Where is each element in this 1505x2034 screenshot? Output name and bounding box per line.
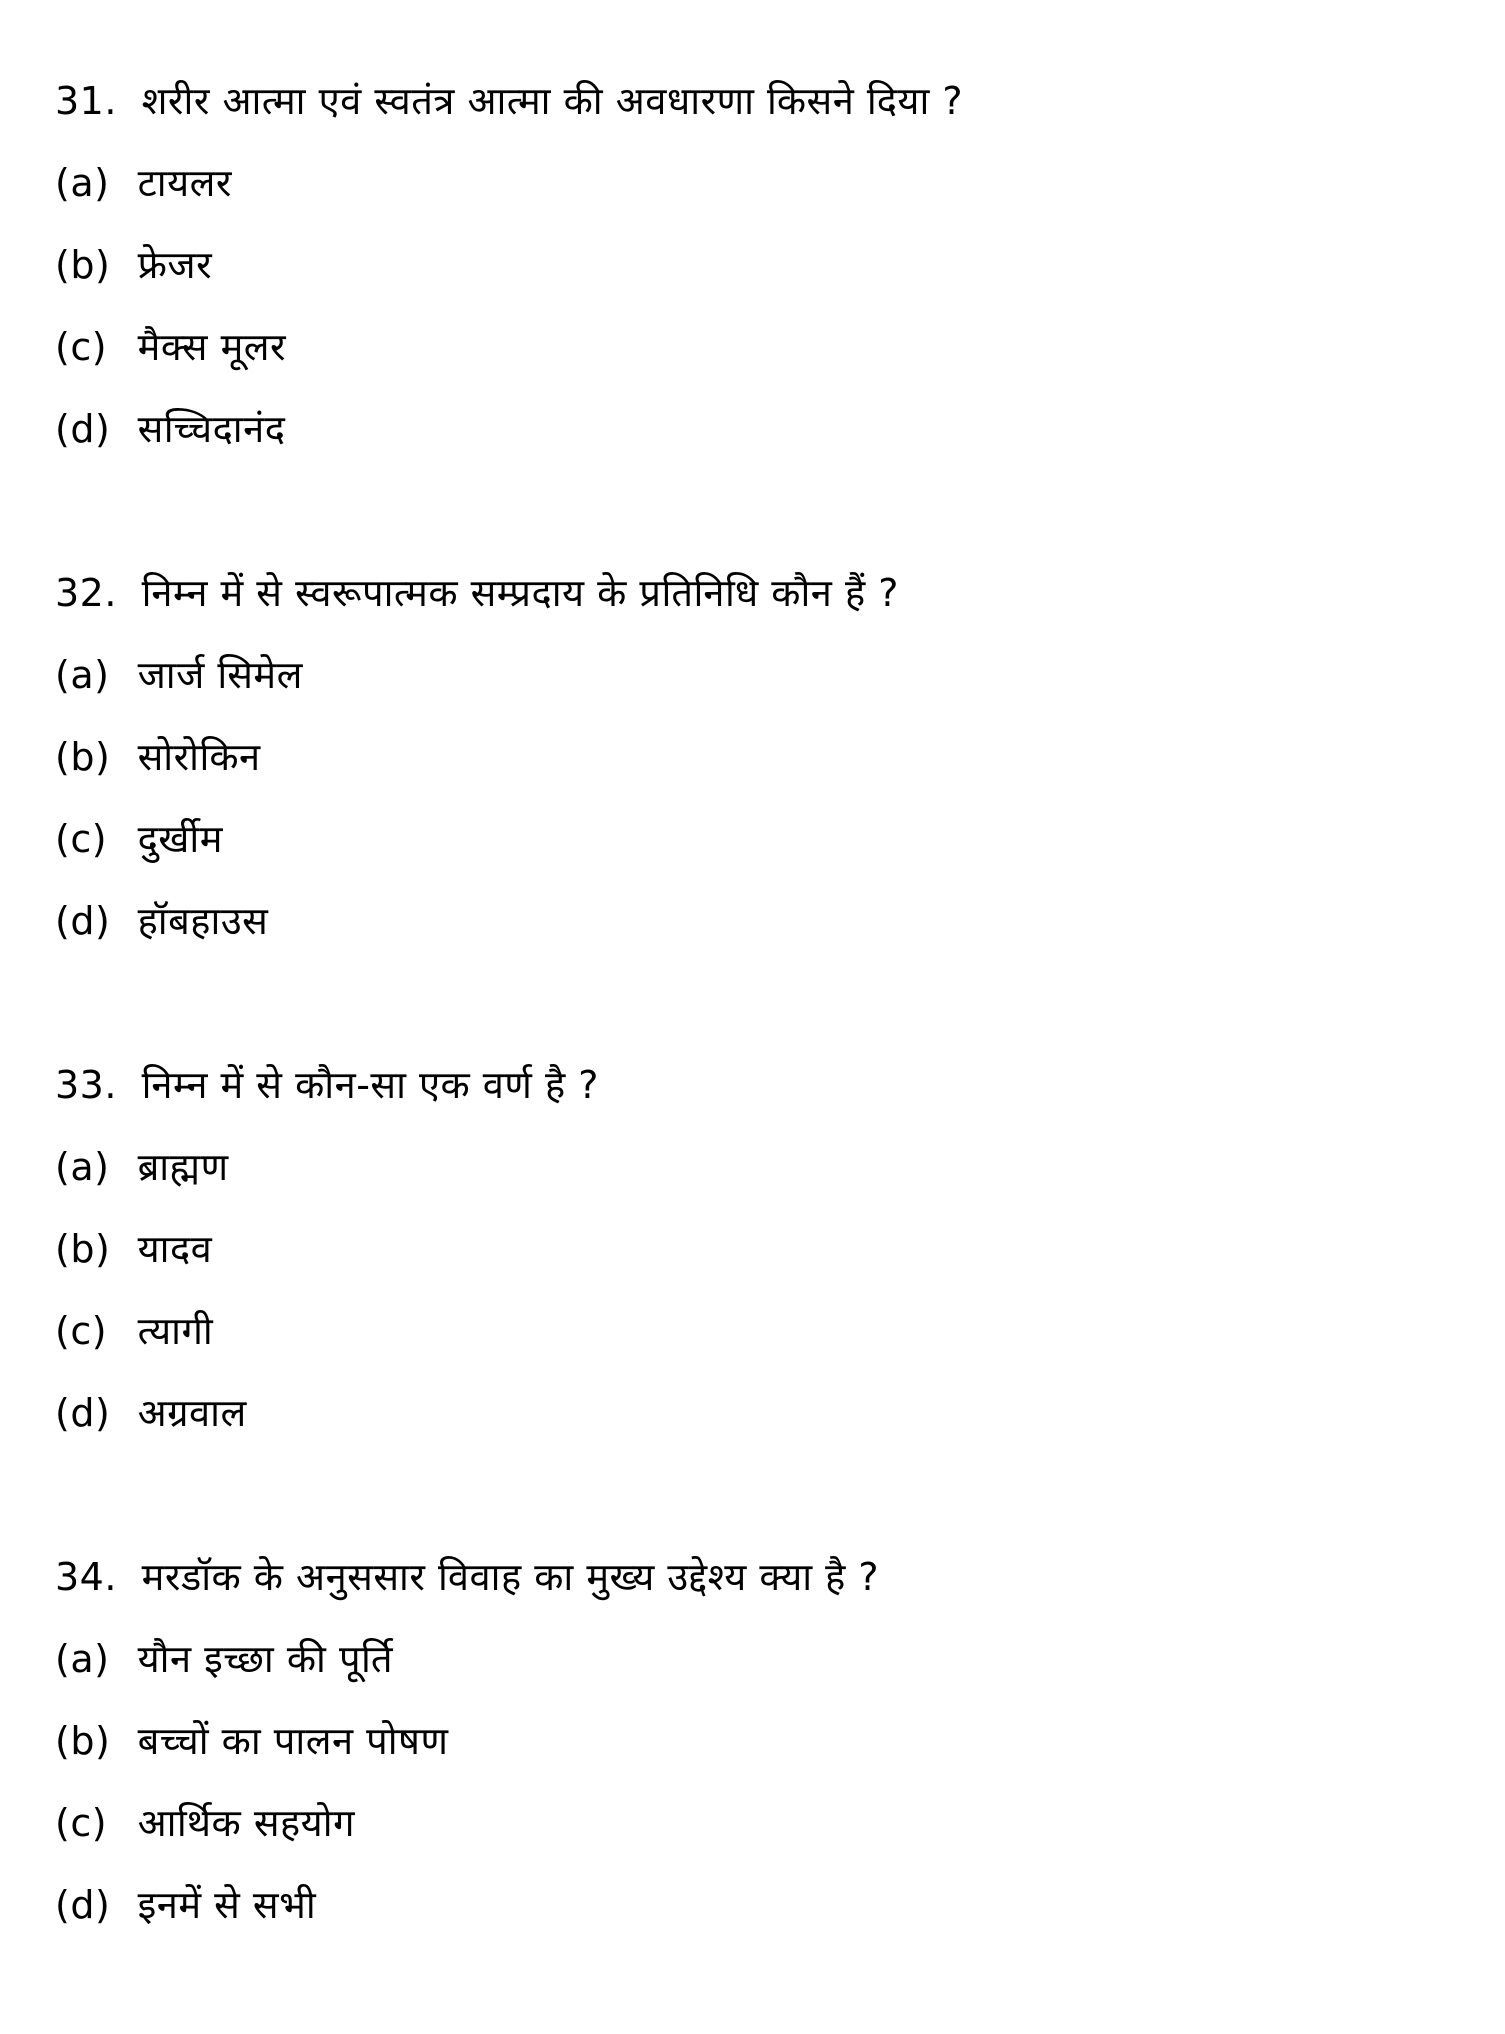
option-marker: (c)	[55, 325, 108, 369]
option-text: बच्चों का पालन पोषण	[137, 1719, 449, 1763]
option-marker: (d)	[55, 1391, 111, 1435]
option-marker: (c)	[55, 817, 108, 861]
option-text: टायलर	[137, 161, 232, 205]
option-marker: (d)	[55, 899, 111, 943]
option-d	[55, 388, 1455, 470]
option-b	[55, 1208, 1455, 1290]
question-number: 34.	[55, 1555, 117, 1599]
option-a	[55, 142, 1455, 224]
option-d	[55, 880, 1455, 962]
question-text: मरडॉक के अनुससार विवाह का मुख्य उद्देश्य क्या है ?	[141, 1555, 880, 1599]
option-b	[55, 224, 1455, 306]
question-32	[55, 552, 1455, 962]
option-text: सच्चिदानंद	[137, 407, 286, 451]
option-text: हॉबहाउस	[137, 899, 269, 943]
option-text: ब्राह्मण	[137, 1145, 229, 1189]
option-text: यादव	[137, 1227, 213, 1271]
option-marker: (a)	[55, 653, 110, 697]
question-text: शरीर आत्मा एवं स्वतंत्र आत्मा की अवधारणा किसने दिया ?	[141, 79, 964, 123]
option-c	[55, 798, 1455, 880]
option-text: अग्रवाल	[137, 1391, 247, 1435]
option-marker: (b)	[55, 735, 111, 779]
option-c	[55, 1290, 1455, 1372]
option-marker: (b)	[55, 1227, 111, 1271]
option-marker: (c)	[55, 1801, 108, 1845]
question-stem	[55, 1044, 1455, 1126]
option-marker: (a)	[55, 1145, 110, 1189]
option-d	[55, 1372, 1455, 1454]
option-marker: (b)	[55, 1719, 111, 1763]
option-c	[55, 1782, 1455, 1864]
option-b	[55, 716, 1455, 798]
option-a	[55, 1618, 1455, 1700]
question-text: निम्न में से स्वरूपात्मक सम्प्रदाय के प्रतिनिधि कौन हैं ?	[141, 571, 899, 615]
question-number: 32.	[55, 571, 117, 615]
question-34	[55, 1536, 1455, 1946]
option-a	[55, 1126, 1455, 1208]
option-text: फ्रेजर	[137, 243, 213, 287]
option-b	[55, 1700, 1455, 1782]
option-marker: (c)	[55, 1309, 108, 1353]
question-stem	[55, 60, 1455, 142]
question-stem	[55, 552, 1455, 634]
question-31	[55, 60, 1455, 470]
option-text: दुर्खीम	[137, 817, 223, 861]
option-marker: (b)	[55, 243, 111, 287]
option-text: यौन इच्छा की पूर्ति	[137, 1637, 394, 1681]
option-text: आर्थिक सहयोग	[137, 1801, 355, 1845]
option-a	[55, 634, 1455, 716]
option-text: जार्ज सिमेल	[137, 653, 303, 697]
question-number: 33.	[55, 1063, 117, 1107]
option-text: इनमें से सभी	[137, 1883, 317, 1927]
question-stem	[55, 1536, 1455, 1618]
question-text: निम्न में से कौन-सा एक वर्ण है ?	[141, 1063, 599, 1107]
option-text: त्यागी	[137, 1309, 214, 1353]
option-text: मैक्स मूलर	[137, 325, 287, 369]
option-text: सोरोकिन	[137, 735, 261, 779]
option-c	[55, 306, 1455, 388]
option-marker: (d)	[55, 407, 111, 451]
option-marker: (a)	[55, 1637, 110, 1681]
question-number: 31.	[55, 79, 117, 123]
option-marker: (d)	[55, 1883, 111, 1927]
option-d	[55, 1864, 1455, 1946]
option-marker: (a)	[55, 161, 110, 205]
question-33	[55, 1044, 1455, 1454]
